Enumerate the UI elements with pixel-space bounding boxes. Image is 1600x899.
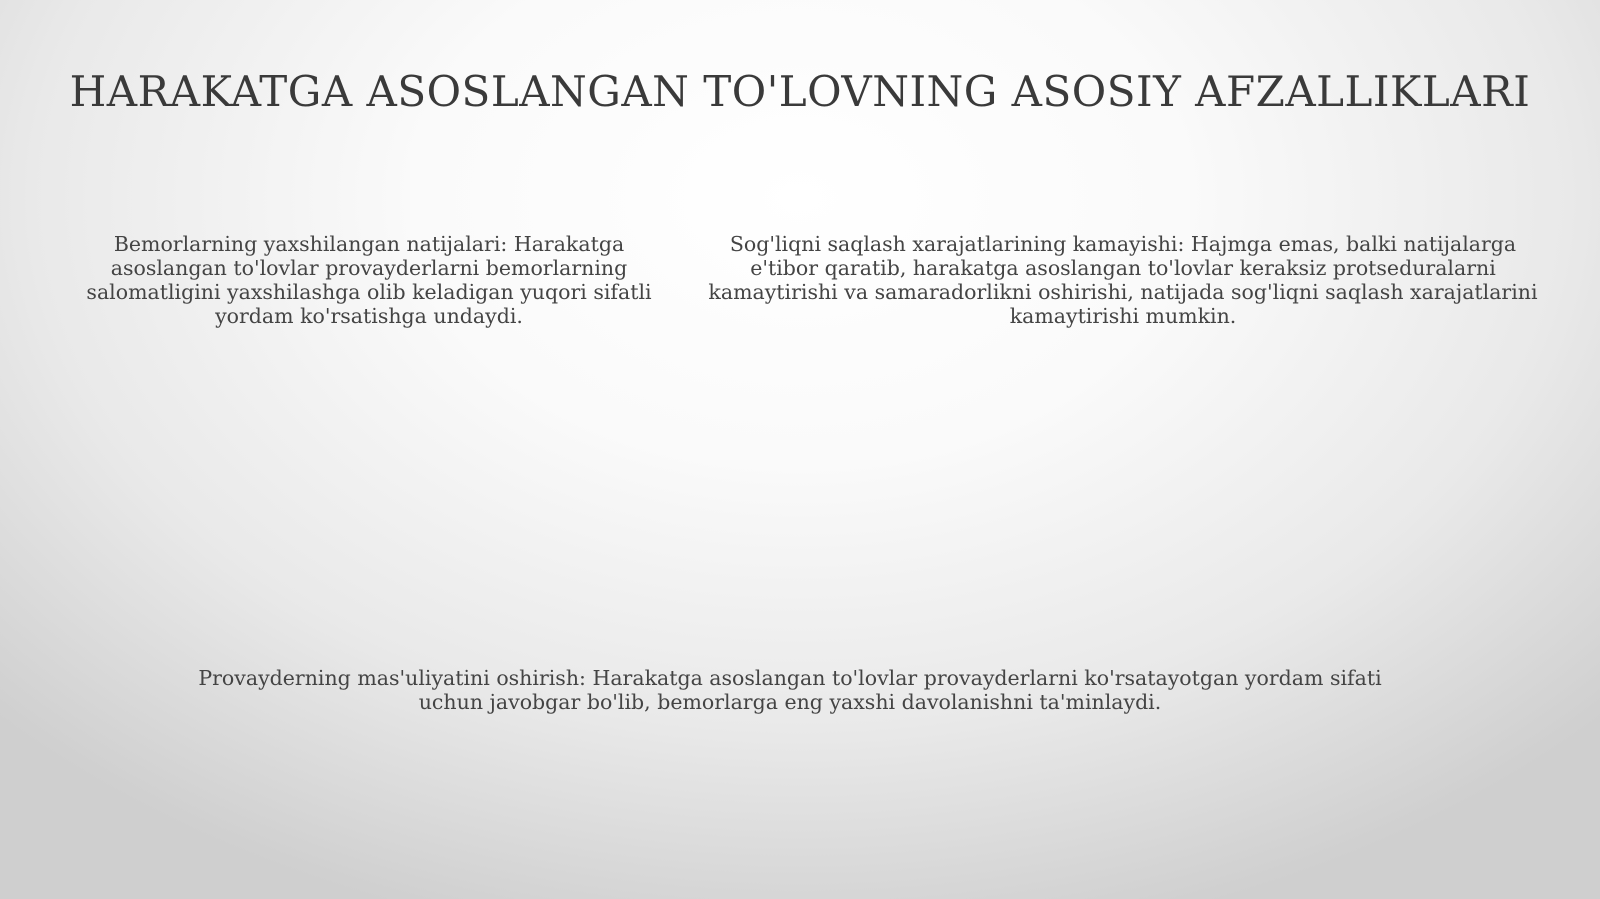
benefit-reduced-costs: Sog'liqni saqlash xarajatlarining kamayishi: Hajmga emas, balki natijalarga e'tibor qaratib, harakatga asoslangan to'lovlar keraksiz protseduralarni kamaytirishi va samaradorlikni oshirishi, natijada sog'liqni saqlash xarajatlarini kamaytirishi mumkin. [708, 232, 1538, 328]
slide-title: HARAKATGA ASOSLANGAN TO'LOVNING ASOSIY AFZALLIKLARI [69, 67, 1531, 116]
benefit-patient-outcomes: Bemorlarning yaxshilangan natijalari: Harakatga asoslangan to'lovlar provayderlarni bemorlarning salomatligini yaxshilashga olib keladigan yuqori sifatli yordam ko'rsatishga undaydi. [86, 232, 652, 328]
benefit-provider-accountability: Provayderning mas'uliyatini oshirish: Harakatga asoslangan to'lovlar provayderlarni ko'rsatayotgan yordam sifati uchun javobgar bo'lib, bemorlarga eng yaxshi davolanishni ta'minlaydi. [198, 666, 1382, 714]
